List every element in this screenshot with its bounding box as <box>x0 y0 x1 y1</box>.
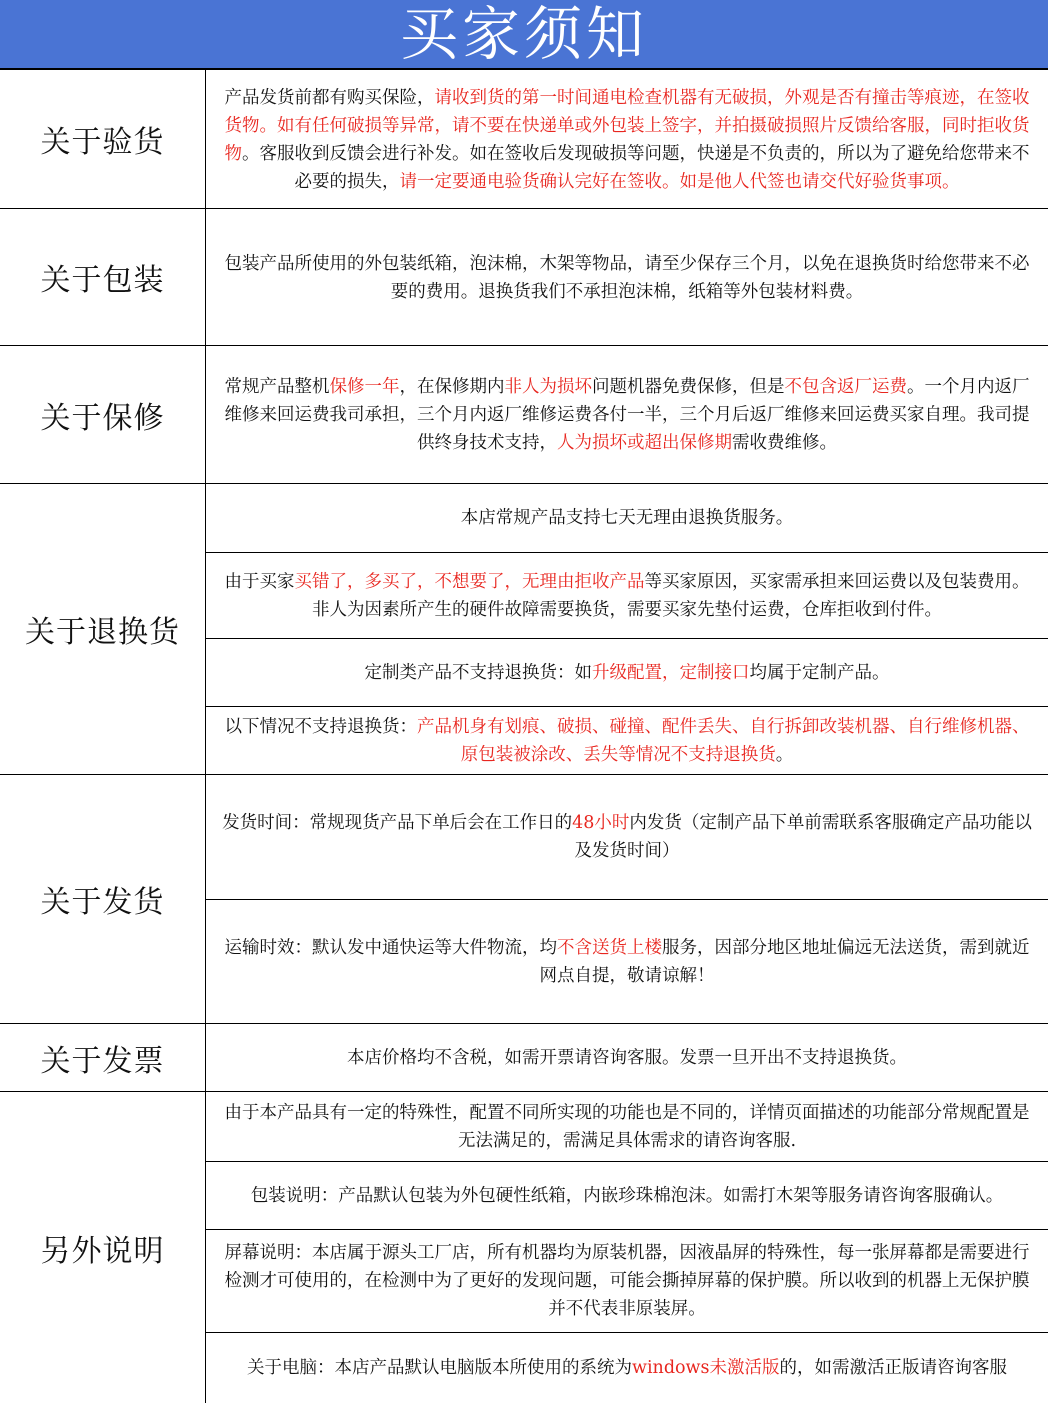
shipping-row-1-highlight: 48小时 <box>572 813 630 833</box>
section-label: 另外说明 <box>0 1092 206 1403</box>
section-content <box>206 484 1048 774</box>
section-label: 关于发票 <box>0 1024 206 1091</box>
page-title: 买家须知 <box>399 0 648 68</box>
section-packaging <box>0 209 1048 346</box>
section-invoice <box>0 1024 1048 1092</box>
warranty-highlight-2: 非人为损坏 <box>504 377 592 397</box>
shipping-row-2-text-2: 服务，因部分地区地址偏远无法送货，需到就近网点自提，敬请谅解！ <box>539 938 1030 986</box>
returns-row-2 <box>206 552 1048 638</box>
section-content <box>206 70 1048 208</box>
section-label: 关于退换货 <box>0 484 206 774</box>
section-inspection <box>0 70 1048 209</box>
other-row-1: 由于本产品具有一定的特殊性，配置不同所实现的功能也是不同的，详情页面描述的功能部分常规配置是无法满足的，需满足具体需求的请咨询客服. <box>224 1102 1030 1151</box>
returns-row-4 <box>206 706 1048 775</box>
section-shipping <box>0 775 1048 1024</box>
page-header <box>0 0 1048 70</box>
returns-row-4-text-1: 以下情况不支持退换货： <box>224 717 417 737</box>
warranty-highlight-4: 人为损坏或超出保修期 <box>557 433 732 453</box>
returns-row-2-text-1: 由于买家 <box>224 571 295 592</box>
shipping-row-2-text-1: 运输时效：默认发中通快运等大件物流，均 <box>224 938 557 958</box>
other-row-4-highlight: windows未激活版 <box>631 1358 780 1378</box>
inspection-highlight-1: 请收到货的第一时间通电检查机器有无破损，外观是否有撞击等痕迹，在签收货物。如有任何破损等异常，请不要在快递单或外包装上签字，并拍摄破损照片反馈给客服，同时拒收货物 <box>224 87 1030 164</box>
warranty-text-4: 。一个月内返厂维修来回运费我司承担，三个月内返厂维修运费各付一半，三个月后返厂维修来回运费买家自理。我司提供终身技术支持， <box>224 377 1030 453</box>
warranty-text-5: 需收费维修。 <box>732 433 837 453</box>
returns-row-3-text-2: 均属于定制产品。 <box>749 662 890 683</box>
shipping-row-2-highlight: 不含送货上楼 <box>557 938 662 958</box>
warranty-highlight-1: 保修一年 <box>329 377 400 397</box>
section-content <box>206 346 1048 483</box>
returns-row-3-text-1: 定制类产品不支持退换货：如 <box>364 662 592 683</box>
inspection-text <box>206 70 1048 209</box>
section-label: 关于发货 <box>0 775 206 1023</box>
warranty-text-3: 问题机器免费保修，但是 <box>592 377 785 397</box>
section-label: 关于保修 <box>0 346 206 483</box>
section-other <box>0 1092 1048 1403</box>
inspection-text-1: 产品发货前都有购买保险， <box>224 87 435 108</box>
section-warranty <box>0 346 1048 484</box>
warranty-text-1: 常规产品整机 <box>224 377 330 397</box>
returns-row-3-highlight: 升级配置，定制接口 <box>592 662 750 683</box>
shipping-row-1 <box>206 775 1048 899</box>
section-returns <box>0 484 1048 775</box>
section-content <box>206 209 1048 345</box>
returns-row-3 <box>206 638 1048 706</box>
other-row-4-text-1: 关于电脑：本店产品默认电脑版本所使用的系统为 <box>246 1358 632 1378</box>
shipping-row-1-text-2: 内发货（定制产品下单前需联系客服确定产品功能以及发货时间） <box>574 813 1032 861</box>
section-label: 关于包装 <box>0 209 206 345</box>
other-row-2: 包装说明：产品默认包装为外包硬性纸箱，内嵌珍珠棉泡沫。如需打木架等服务请咨询客服确认。 <box>206 1161 1048 1229</box>
warranty-text <box>206 346 1048 484</box>
invoice-text: 本店价格均不含税，如需开票请咨询客服。发票一旦开出不支持退换货。 <box>347 1048 907 1068</box>
inspection-text-2: 。客服收到反馈会进行补发。如在签收后发现破损等问题，快递是不负责的，所以为了避免给您带来不必要的损失， <box>242 143 1030 192</box>
notice-table <box>0 70 1048 1403</box>
packaging-text: 包装产品所使用的外包装纸箱，泡沫棉，木架等物品，请至少保存三个月，以免在退换货时给您带来不必要的费用。退换货我们不承担泡沫棉，纸箱等外包装材料费。 <box>224 253 1030 302</box>
other-row-3: 屏幕说明：本店属于源头工厂店，所有机器均为原装机器，因液晶屏的特殊性，每一张屏幕都是需要进行检测才可使用的，在检测中为了更好的发现问题，可能会撕掉屏幕的保护膜。所以收到的机器上无保护膜并不代表非原装屏。 <box>206 1229 1048 1332</box>
returns-row-4-highlight: 产品机身有划痕、破损、碰撞、配件丢失、自行拆卸改装机器、自行维修机器、原包装被涂改、丢失等情况不支持退换货 <box>417 717 1030 765</box>
warranty-highlight-3: 不包含返厂运费 <box>784 377 907 397</box>
returns-row-1: 本店常规产品支持七天无理由退换货服务。 <box>460 508 794 528</box>
other-row-4-text-2: 的，如需激活正版请咨询客服 <box>779 1358 1008 1378</box>
section-label: 关于验货 <box>0 70 206 208</box>
shipping-row-2 <box>206 899 1048 1024</box>
returns-row-4-text-2: 。 <box>775 745 794 765</box>
section-content <box>206 1092 1048 1403</box>
returns-row-2-text-2: 等买家原因，买家需承担来回运费以及包装费用。非人为因素所产生的硬件故障需要换货，需要买家先垫付运费，仓库拒收到付件。 <box>312 571 1030 620</box>
returns-row-2-highlight: 买错了，多买了，不想要了，无理由拒收产品 <box>294 571 645 592</box>
section-content <box>206 1024 1048 1091</box>
warranty-text-2: ，在保修期内 <box>399 377 505 397</box>
shipping-row-1-text-1: 发货时间：常规现货产品下单后会在工作日的 <box>222 813 573 833</box>
other-row-4 <box>206 1332 1048 1403</box>
section-content <box>206 775 1048 1023</box>
inspection-highlight-2: 请一定要通电验货确认完好在签收。如是他人代签也请交代好验货事项。 <box>399 171 960 192</box>
